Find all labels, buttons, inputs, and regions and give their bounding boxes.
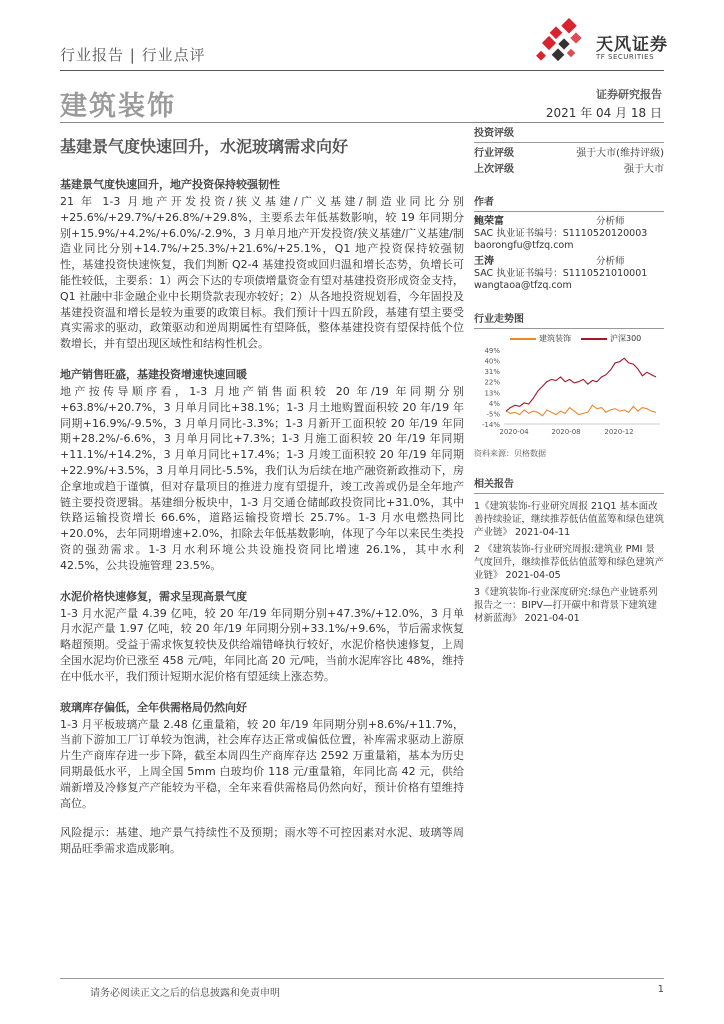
y-tick-label: 40% [484, 357, 500, 366]
series-line-index [506, 358, 656, 411]
industry-rating-key: 行业评级 [474, 147, 514, 159]
report-title: 基建景气度快速回升，水泥玻璃需求向好 [60, 137, 349, 156]
section-heading: 玻璃库存偏低，全年供需格局仍然向好 [60, 700, 247, 714]
section-heading: 地产销售旺盛，基建投资增速快速回暖 [60, 367, 247, 381]
author-name: 王涛 [474, 256, 494, 267]
page-number: 1 [657, 984, 664, 995]
section-paragraph: 1-3 月水泥产量 4.39 亿吨，较 20 年/19 年同期分别+47.3%/+12.0%，3 月单月水泥产量 1.97 亿吨，较 20 年/19 年同期分别+33.1%/+9.6%，节后需求恢复略超预期。受益于需求恢复较快及供给端错峰执行较好，水泥价格快速修复，上周全国水泥均价已涨至 458 元/吨，年同比高 20 元/吨，当前水泥库容比 48%，维持在中低水平，我们预计短期水泥价格有望延续上涨态势。 [60, 606, 464, 683]
author-email[interactable]: wangtaoa@tfzq.com [474, 280, 572, 291]
author-sac: SAC 执业证书编号：S1110521010001 [474, 268, 648, 279]
divider [474, 493, 664, 494]
y-tick-label: 13% [484, 389, 500, 398]
x-tick-label: 2020-12 [604, 428, 634, 436]
author-card [474, 216, 664, 252]
section-paragraph: 1-3 月平板玻璃产量 2.48 亿重量箱，较 20 年/19 年同期分别+8.6%/+11.7%，当前下游加工厂订单较为饱满，社会库存达正常或偏低位置，补库需求驱动上游原片生产商库存进一步下降，截至本周四生产商库存达 2592 万重量箱，基本为历史同期最低水平，上周全国 5mm 白玻均价 118 元/重量箱，年同比高 42 元，供给端新增及冷修复产产能较为平稳，全年来看供需格局仍然向好，预计价格有望维持高位。 [60, 717, 464, 810]
divider [474, 328, 664, 329]
trend-chart [474, 344, 664, 440]
author-name: 鲍荣富 [474, 216, 504, 227]
x-tick-label: 2020-08 [551, 428, 581, 436]
sector-name: 建筑装饰 [60, 91, 176, 122]
logo-name-cn: 天风证券 [596, 35, 668, 55]
section-heading: 基建景气度快速回升，地产投资保持较强韧性 [60, 178, 280, 191]
title-rule [60, 122, 664, 123]
legend-item: 沪深300 [581, 333, 641, 344]
logo-mark-icon [530, 18, 592, 66]
y-tick-label: 4% [488, 399, 500, 408]
industry-rating-value: 强于大市(维持评级) [576, 147, 664, 159]
y-tick-label: 49% [484, 347, 500, 355]
series-line-sector [506, 405, 656, 416]
related-report[interactable]: 3《建筑装饰-行业深度研究:绿色产业链系列报告之一：BIPV—打开碳中和背景下建筑建材新蓝海》 2021-04-01 [474, 587, 658, 624]
y-tick-label: 31% [484, 368, 500, 377]
previous-rating-key: 上次评级 [474, 163, 514, 175]
x-tick-label: 2020-04 [499, 428, 529, 436]
chart-source: 资料来源：贝格数据 [474, 449, 546, 458]
logo-name-en: TF SECURITIES [596, 53, 655, 61]
footer-disclaimer: 请务必阅读正文之后的信息披露和免责申明 [90, 988, 280, 999]
previous-rating-row [474, 159, 664, 175]
author-sac: SAC 执业证书编号：S1110520120003 [474, 228, 648, 239]
related-label: 相关报告 [474, 479, 514, 490]
footer-rule [60, 978, 664, 979]
author-email[interactable]: baorongfu@tfzq.com [474, 240, 574, 251]
industry-rating-row [474, 143, 664, 159]
y-tick-label: -14% [481, 421, 500, 429]
author-role: 分析师 [596, 256, 625, 267]
section-heading: 水泥价格快速修复，需求呈现高景气度 [60, 589, 247, 603]
previous-rating-value: 强于大市 [624, 163, 664, 175]
main-body [60, 176, 464, 863]
y-tick-label: 22% [484, 378, 500, 387]
report-category: 行业报告 | 行业点评 [60, 46, 206, 64]
report-type: 证券研究报告 [596, 88, 662, 101]
section-paragraph: 地产按传导顺序看，1-3 月地产销售面积较 20 年/19 年同期分别+63.8%/+20.7%，3 月单月同比+38.1%；1-3 月土地购置面积较 20 年/19 年同期+16.9%/-9.5%，3 月单月同比-3.3%；1-3 月新开工面积较 20 年/19 年同期+28.2%/-6.6%，3 月单月同比+7.3%；1-3 月施工面积较 20 年/19 年同期+11.1%/+14.2%，3 月单月同比+17.4%；1-3 月竣工面积较 20 年/19 年同期+22.9%/+3.5%，3 月单月同比-5.5%，我们认为后续在地产融资新政推动下，房企拿地或趋于谨慎，但对存量项目的推进力度有望提升，竣工改善或仍是全年地产链主要投资逻辑。基建细分板块中，1-3 月交通仓储邮政投资同比+31.0%，其中铁路运输投资增长 66.6%，道路运输投资增长 25.7%。1-3 月水电燃热同比+20.0%，去年同期增速+2.0%，扣除去年低基数影响，体现了今年以来民生类投资的强劲需求。1-3 月水利环境公共设施投资同比增速 26.1%，其中水利 42.5%，公共设施管理 23.5%。 [60, 384, 464, 572]
author-card [474, 256, 664, 292]
risk-warning: 风险提示：基建、地产景气持续性不及预期；雨水等不可控因素对水泥、玻璃等周期品旺季需求造成影响。 [60, 826, 464, 856]
related-report[interactable]: 1《建筑装饰-行业研究周报 21Q1 基本面改善持续验证，继续推荐低估值蓝筹和绿色建筑产业链》 2021-04-11 [474, 501, 665, 538]
rating-label: 投资评级 [474, 128, 514, 139]
legend-item: 建筑装饰 [510, 333, 571, 344]
divider [474, 211, 664, 212]
section-paragraph: 21 年 1-3 月地产开发投资/狭义基建/广义基建/制造业同比分别+25.6%/+29.7%/+26.8%/+29.8%，主要系去年低基数影响，较 19 年同期分别+15.9%/+4.2%/+6.0%/-2.9%，3 月单月地产开发投资/狭义基建/广义基建/制造业同比分别+14.7%/+25.3%/+21.6%/+25.1%，Q1 地产投资保持较强韧性，基建投资快速恢复，我们判断 Q2-4 基建投资或回归温和增长态势，负增长可能性较低，主要系：1）两会下达的专项债增量资金有望对基建投资形成资金支持，Q1 社融中非金融企业中长期贷款表现亦较好；2）从各地投资规划看，今年固投及基建投资温和增长是较为重要的政策目标。我们预计十四五阶段，基建有望主要受真实需求的驱动，政策驱动和逆周期属性有望降低，整体基建投资有望保持低个位数增长，并有望出现区域性和结构性机会。 [60, 195, 464, 351]
header-rule [60, 70, 664, 71]
sidebar [474, 124, 664, 629]
trend-label: 行业走势图 [474, 314, 524, 325]
chart-legend [510, 333, 664, 344]
authors-label: 作者 [474, 197, 494, 208]
y-tick-label: -5% [486, 410, 500, 419]
report-date: 2021 年 04 月 18 日 [545, 106, 662, 120]
author-role: 分析师 [596, 216, 625, 227]
related-report[interactable]: 2 《建筑装饰-行业研究周报:建筑业 PMI 景气度回升，继续推荐低估值蓝筹和绿色建筑产业链》 2021-04-05 [474, 544, 665, 581]
company-logo [530, 18, 670, 66]
